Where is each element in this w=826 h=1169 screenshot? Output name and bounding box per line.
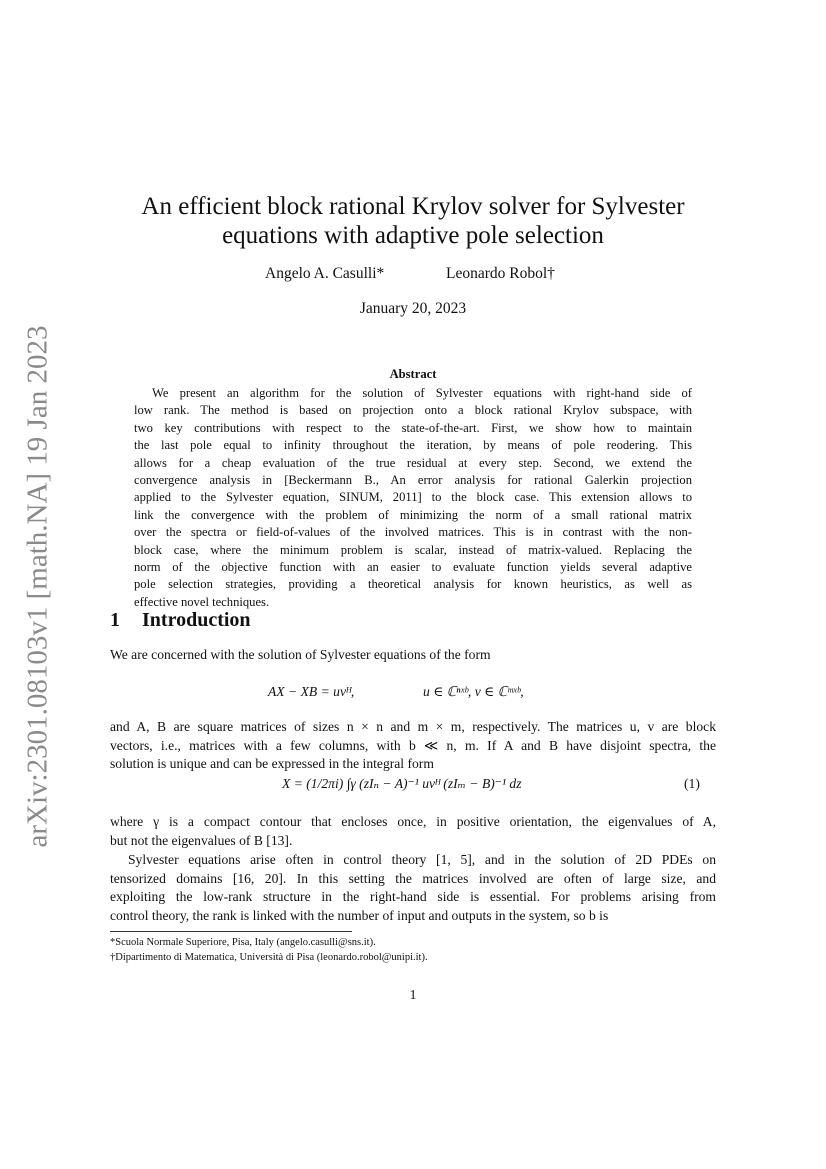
text-line: effective novel techniques.: [134, 594, 270, 609]
text-line: where γ is a compact contour that encloses once, in positive orientation, the eigenvalues of A,: [110, 814, 716, 829]
text-line: Sylvester equations arise often in control theory [1, 5], and in the solution of 2D PDEs on: [128, 852, 716, 867]
author: Leonardo Robol†: [446, 265, 555, 282]
equation-label: (1): [684, 776, 700, 791]
text-line: block case, where the minimum problem is scalar, instead of matrix-valued. Replacing the: [134, 542, 692, 557]
text-line: link the convergence with the problem of minimizing the norm of a small rational matrix: [134, 507, 692, 522]
text-line: and A, B are square matrices of sizes n × n and m × m, respectively. The matrices u, v are block: [110, 719, 716, 734]
text-line: control theory, the rank is linked with the number of input and outputs in the system, so b is: [110, 907, 609, 923]
equation-1: X = (1/2πi) ∫γ (zIₙ − A)⁻¹ uvᴴ (zIₘ − B)⁻¹ dz: [282, 776, 522, 791]
text-line: allows for a cheap evaluation of the true residual at every step. Second, we extend the: [134, 455, 692, 470]
text-line: but not the eigenvalues of B [13].: [110, 832, 293, 848]
equation: AX − XB = uvᴴ,: [268, 684, 355, 699]
section-heading: [110, 609, 251, 632]
author: Angelo A. Casulli*: [265, 265, 385, 282]
paper-title: [0, 192, 826, 250]
date: January 20, 2023: [359, 300, 467, 317]
paragraph: [110, 718, 716, 774]
text-line: low rank. The method is based on projection onto a block rational Krylov subspace, with: [134, 403, 692, 418]
page-number: 1: [409, 987, 417, 1002]
text-line: vectors, i.e., matrices with a few columns, with b ≪ n, m. If A and B have disjoint spectra, the: [110, 737, 716, 753]
text-line: convergence analysis in [Beckermann B., An error analysis for rational Galerkin projection: [134, 472, 692, 487]
text-line: over the spectra or field-of-values of the involved matrices. This is in contrast with the non-: [134, 525, 692, 540]
equation-condition: u ∈ ℂⁿˣᵇ, v ∈ ℂᵐˣᵇ,: [423, 684, 524, 699]
abstract-body: [134, 385, 692, 611]
text-line: applied to the Sylvester equation, SINUM, 2011] to the block case. This extension allows to: [134, 490, 692, 505]
paragraph: [110, 813, 716, 850]
section-number: 1: [110, 609, 120, 631]
title-line: An efficient block rational Krylov solver for Sylvester: [141, 193, 685, 220]
text-line: the last pole equal to infinity throughout the iteration, by means of pole reodering. This: [134, 438, 692, 453]
text-line: norm of the objective function with an easier to evaluate function yields several adaptive: [134, 559, 692, 574]
footnote-rule: [110, 931, 352, 932]
title-line: equations with adaptive pole selection: [222, 222, 604, 249]
text-line: We present an algorithm for the solution of Sylvester equations with right-hand side of: [152, 386, 692, 400]
text-line: We are concerned with the solution of Sylvester equations of the form: [110, 647, 491, 662]
section-title: Introduction: [142, 609, 251, 631]
text-line: pole selection strategies, providing a theoretical analysis for known heuristics, as well as: [134, 577, 692, 592]
text-line: two key contributions with respect to the state-of-the-art. First, we show how to maintain: [134, 420, 692, 435]
abstract-heading: Abstract: [389, 367, 437, 381]
footnote: *Scuola Normale Superiore, Pisa, Italy (angelo.casulli@sns.it).: [110, 937, 376, 948]
paragraph: [110, 646, 716, 665]
text-line: solution is unique and can be expressed in the integral form: [110, 756, 434, 771]
text-line: exploiting the low-rank structure in the right-hand side is essential. For problems arising from: [110, 889, 716, 904]
arxiv-identifier: arXiv:2301.08103v1 [math.NA] 19 Jan 2023: [21, 325, 54, 848]
text-line: tensorized domains [16, 20]. In this setting the matrices involved are often of large size, and: [110, 870, 716, 886]
footnote: †Dipartimento di Matematica, Università di Pisa (leonardo.robol@unipi.it).: [110, 952, 428, 963]
paragraph: [110, 851, 716, 925]
